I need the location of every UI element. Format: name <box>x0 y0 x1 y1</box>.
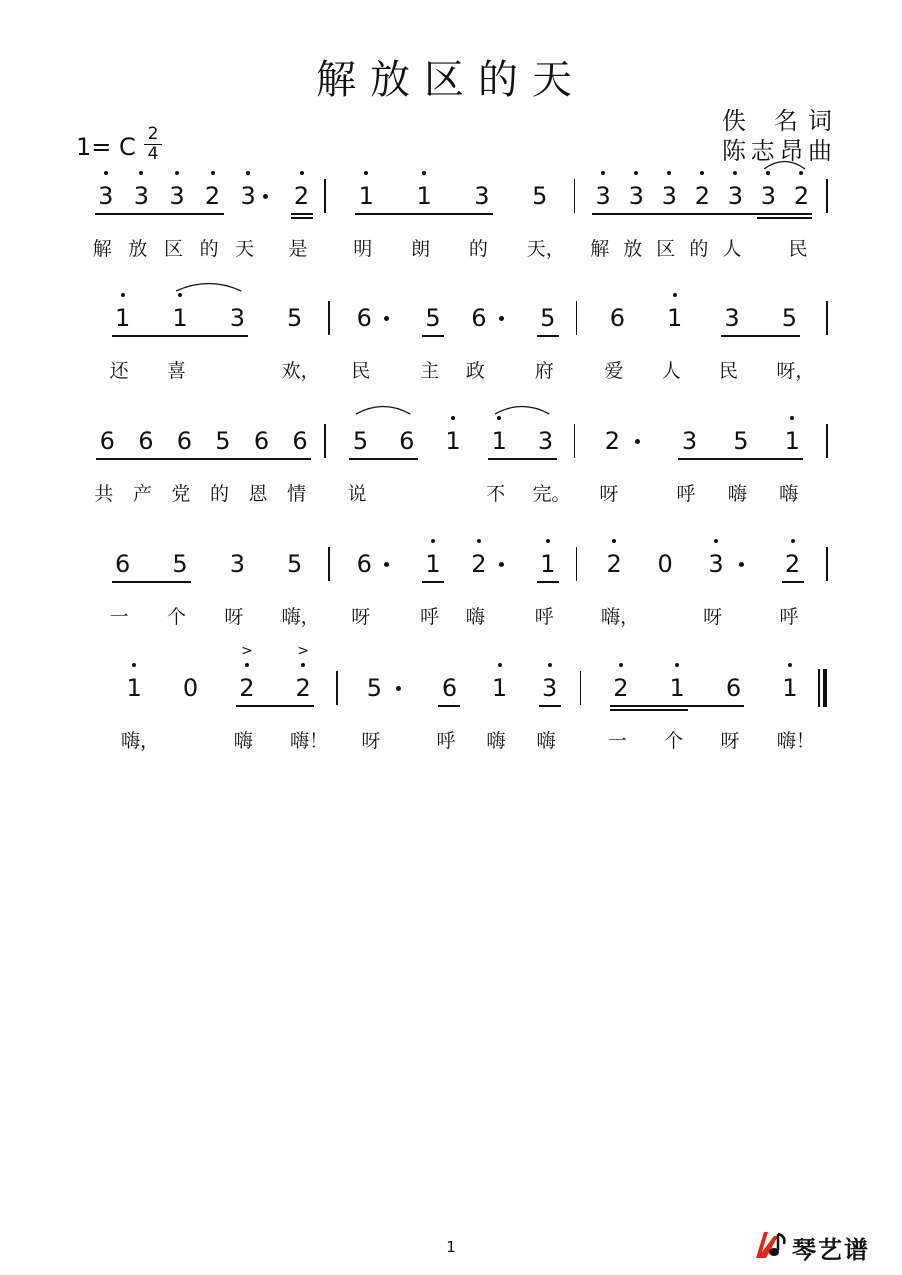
high-octave-dot <box>700 171 704 175</box>
note: 1 <box>172 304 188 332</box>
high-octave-dot <box>422 171 426 175</box>
lyric-syllable: 嗨， <box>281 606 320 628</box>
note: 6 <box>471 304 487 332</box>
lyric-syllable: 还 <box>109 360 129 382</box>
accent-mark: > <box>297 643 310 659</box>
note: 1 <box>115 304 131 332</box>
note: 2 <box>613 674 629 702</box>
high-octave-dot <box>667 171 671 175</box>
beam-underline <box>537 581 559 583</box>
note: 0 <box>182 674 199 702</box>
high-octave-dot <box>451 416 455 420</box>
key-signature: 1= C <box>76 133 136 161</box>
lyric-syllable: 民 <box>351 360 371 382</box>
high-octave-dot <box>104 171 108 175</box>
lyricist-credit: 佚 名词 <box>722 107 832 135</box>
lyric-syllable: 嗨 <box>486 730 506 752</box>
note: 5 <box>172 550 188 578</box>
note: 3 <box>169 182 185 210</box>
lyric-syllable: 一 <box>109 606 129 628</box>
lyric-syllable: 呼 <box>779 606 799 628</box>
high-octave-dot <box>673 293 677 297</box>
site-logo <box>752 1228 892 1262</box>
barline <box>580 671 582 705</box>
barline <box>324 424 326 458</box>
augmentation-dot <box>499 562 504 567</box>
lyric-syllable: 一 <box>607 730 627 752</box>
note: 6 <box>115 550 131 578</box>
augmentation-dot <box>396 686 401 691</box>
lyric-syllable: 府 <box>534 360 554 382</box>
note: 3 <box>628 182 644 210</box>
beam-underline <box>422 581 444 583</box>
beam-underline <box>96 458 311 460</box>
note: 3 <box>537 427 554 455</box>
note: 5 <box>352 427 369 455</box>
beam-underline <box>539 705 561 707</box>
high-octave-dot <box>245 663 249 667</box>
lyric-syllable: 党 <box>171 483 191 505</box>
beam-underline <box>488 458 556 460</box>
lyric-syllable: 喜 <box>167 360 187 382</box>
augmentation-dot <box>384 562 389 567</box>
note: 3 <box>661 182 677 210</box>
note: 3 <box>595 182 611 210</box>
lyric-syllable: 人 <box>661 360 681 382</box>
lyric-syllable: 个 <box>664 730 684 752</box>
note: 2 <box>694 182 710 210</box>
high-octave-dot <box>121 293 125 297</box>
lyric-syllable: 呀 <box>351 606 371 628</box>
logo-text: 琴艺谱 <box>792 1236 870 1264</box>
beam-underline <box>782 581 804 583</box>
note: 3 <box>708 550 724 578</box>
beam-underline <box>349 458 417 460</box>
high-octave-dot <box>364 171 368 175</box>
note: 1 <box>425 550 441 578</box>
barline <box>826 179 828 213</box>
high-octave-dot <box>733 171 737 175</box>
barline <box>826 301 828 335</box>
lyric-syllable: 呀， <box>776 360 815 382</box>
lyric-syllable: 嗨 <box>233 730 253 752</box>
lyric-syllable: 放 <box>128 238 148 260</box>
augmentation-dot <box>499 316 504 321</box>
high-octave-dot <box>497 416 501 420</box>
lyric-syllable: 的 <box>468 238 488 260</box>
note: 5 <box>215 427 231 455</box>
lyric-syllable: 解 <box>590 238 610 260</box>
lyric-syllable: 政 <box>465 360 485 382</box>
note: 3 <box>240 182 256 210</box>
note: 1 <box>358 182 374 210</box>
note: 5 <box>540 304 556 332</box>
note: 2 <box>239 674 255 702</box>
beam-underline <box>678 458 803 460</box>
beam-underline <box>95 213 224 215</box>
note: 5 <box>532 182 548 210</box>
lyric-syllable: 天， <box>526 238 565 260</box>
high-octave-dot <box>498 663 502 667</box>
lyric-syllable: 嗨， <box>121 730 160 752</box>
final-barline-thick <box>823 669 827 707</box>
note: 2 <box>604 427 620 455</box>
beam-underline <box>537 335 559 337</box>
lyric-syllable: 呼 <box>534 606 554 628</box>
lyric-syllable: 呼 <box>420 606 440 628</box>
time-signature <box>144 126 162 163</box>
note: 6 <box>176 427 193 455</box>
lyric-syllable: 明 <box>353 238 373 260</box>
high-octave-dot <box>634 171 638 175</box>
final-barline-thin <box>818 669 820 707</box>
lyric-syllable: 爱 <box>604 360 624 382</box>
barline <box>574 424 576 458</box>
note: 1 <box>491 427 507 455</box>
lyric-syllable: 民 <box>719 360 739 382</box>
note: 6 <box>399 427 415 455</box>
lyric-syllable: 天 <box>235 238 255 260</box>
note: 5 <box>287 550 303 578</box>
note: 5 <box>425 304 441 332</box>
lyric-syllable: 嗨！ <box>776 730 815 752</box>
lyric-syllable: 个 <box>167 606 187 628</box>
note: 6 <box>356 550 372 578</box>
slur <box>493 401 551 415</box>
note: 3 <box>98 182 114 210</box>
barline <box>328 301 330 335</box>
lyric-syllable: 呀 <box>224 606 244 628</box>
song-title: 解放区的天 <box>316 57 586 103</box>
lyric-syllable: 嗨 <box>536 730 556 752</box>
note: 6 <box>441 674 458 702</box>
note: 5 <box>287 304 303 332</box>
high-octave-dot <box>548 663 552 667</box>
note: 2 <box>784 550 801 578</box>
beam-underline <box>236 705 314 707</box>
lyric-syllable: 嗨 <box>727 483 747 505</box>
lyric-syllable: 区 <box>163 238 183 260</box>
high-octave-dot <box>675 663 679 667</box>
high-octave-dot <box>211 171 215 175</box>
lyric-syllable: 呀 <box>720 730 740 752</box>
high-octave-dot <box>799 171 803 175</box>
high-octave-dot <box>791 539 795 543</box>
high-octave-dot <box>178 293 182 297</box>
high-octave-dot <box>477 539 481 543</box>
note: 1 <box>416 182 432 210</box>
note: 2 <box>793 182 810 210</box>
slur <box>762 156 807 170</box>
note: 2 <box>293 182 310 210</box>
beam-underline <box>721 335 800 337</box>
high-octave-dot <box>175 171 179 175</box>
barline <box>328 547 330 581</box>
note: 2 <box>471 550 487 578</box>
note: 5 <box>781 304 797 332</box>
note: 2 <box>606 550 622 578</box>
high-octave-dot <box>301 663 305 667</box>
lyric-syllable: 嗨 <box>465 606 485 628</box>
high-octave-dot <box>546 539 550 543</box>
barline <box>574 179 576 213</box>
lyric-syllable: 区 <box>656 238 676 260</box>
augmentation-dot <box>263 194 268 199</box>
note: 1 <box>491 674 508 702</box>
note: 6 <box>356 304 372 332</box>
note: 3 <box>727 182 744 210</box>
high-octave-dot <box>714 539 718 543</box>
time-signature-numerator: 2 <box>144 126 162 145</box>
high-octave-dot <box>788 663 792 667</box>
lyric-syllable: 嗨， <box>601 606 640 628</box>
barline <box>576 301 578 335</box>
lyric-syllable: 人 <box>722 238 742 260</box>
beam-underline <box>610 705 745 707</box>
slur <box>174 278 243 292</box>
note-logo-icon <box>752 1228 790 1262</box>
high-octave-dot <box>431 539 435 543</box>
high-octave-dot <box>139 171 143 175</box>
note: 1 <box>667 304 683 332</box>
note: 1 <box>784 427 800 455</box>
beam-underline <box>291 217 313 219</box>
accent-mark: > <box>240 643 253 659</box>
lyric-syllable: 欢， <box>281 360 320 382</box>
note: 2 <box>204 182 221 210</box>
note: 3 <box>724 304 740 332</box>
lyric-syllable: 的 <box>209 483 229 505</box>
lyric-syllable: 完。 <box>532 483 571 505</box>
note: 2 <box>295 674 311 702</box>
beam-underline <box>592 213 812 215</box>
lyric-syllable: 恩 <box>248 483 268 505</box>
note: 3 <box>681 427 698 455</box>
barline <box>826 424 828 458</box>
note: 6 <box>609 304 625 332</box>
barline <box>576 547 578 581</box>
note: 5 <box>733 427 749 455</box>
note: 3 <box>760 182 777 210</box>
note: 6 <box>725 674 742 702</box>
note: 6 <box>292 427 308 455</box>
beam-underline <box>112 335 249 337</box>
lyric-syllable: 的 <box>689 238 709 260</box>
lyric-syllable: 民 <box>788 238 808 260</box>
note: 0 <box>657 550 673 578</box>
lyric-syllable: 的 <box>199 238 219 260</box>
lyric-syllable: 呀 <box>599 483 619 505</box>
high-octave-dot <box>300 171 304 175</box>
augmentation-dot <box>739 562 744 567</box>
lyric-syllable: 呼 <box>436 730 456 752</box>
high-octave-dot <box>790 416 794 420</box>
page-number: 1 <box>446 1238 456 1256</box>
lyric-syllable: 嗨 <box>779 483 799 505</box>
note: 1 <box>782 674 798 702</box>
beam-underline <box>422 335 444 337</box>
time-signature-denominator: 4 <box>147 144 159 164</box>
note: 5 <box>366 674 382 702</box>
augmentation-dot <box>635 439 640 444</box>
lyric-syllable: 主 <box>420 360 440 382</box>
beam-underline <box>112 581 191 583</box>
augmentation-dot <box>384 316 389 321</box>
note: 1 <box>126 674 142 702</box>
lyric-syllable: 产 <box>132 483 152 505</box>
note: 3 <box>229 304 245 332</box>
lyric-syllable: 朗 <box>411 238 431 260</box>
note: 6 <box>99 427 115 455</box>
note: 3 <box>133 182 150 210</box>
lyric-syllable: 呀 <box>703 606 723 628</box>
beam-underline <box>291 213 313 215</box>
beam-underline <box>610 709 688 711</box>
lyric-syllable: 共 <box>94 483 114 505</box>
lyric-syllable: 情 <box>287 483 307 505</box>
lyric-syllable: 呼 <box>676 483 696 505</box>
high-octave-dot <box>246 171 250 175</box>
note: 1 <box>540 550 556 578</box>
lyric-syllable: 放 <box>623 238 643 260</box>
high-octave-dot <box>601 171 605 175</box>
barline <box>336 671 338 705</box>
beam-underline <box>355 213 493 215</box>
note: 3 <box>541 674 558 702</box>
lyric-syllable: 是 <box>288 238 308 260</box>
note: 1 <box>669 674 685 702</box>
barline <box>324 179 326 213</box>
barline <box>826 547 828 581</box>
lyric-syllable: 呀 <box>361 730 381 752</box>
slur <box>354 401 412 415</box>
note: 6 <box>138 427 154 455</box>
note: 3 <box>229 550 245 578</box>
high-octave-dot <box>619 663 623 667</box>
beam-underline <box>438 705 460 707</box>
lyric-syllable: 说 <box>347 483 367 505</box>
high-octave-dot <box>612 539 616 543</box>
composer-credit: 陈志昂曲 <box>722 137 832 165</box>
lyric-syllable: 不 <box>486 483 506 505</box>
high-octave-dot <box>132 663 136 667</box>
beam-underline <box>757 217 812 219</box>
note: 3 <box>474 182 490 210</box>
lyric-syllable: 解 <box>92 238 112 260</box>
note: 6 <box>253 427 270 455</box>
high-octave-dot <box>766 171 770 175</box>
lyric-syllable: 嗨！ <box>290 730 329 752</box>
note: 1 <box>445 427 461 455</box>
